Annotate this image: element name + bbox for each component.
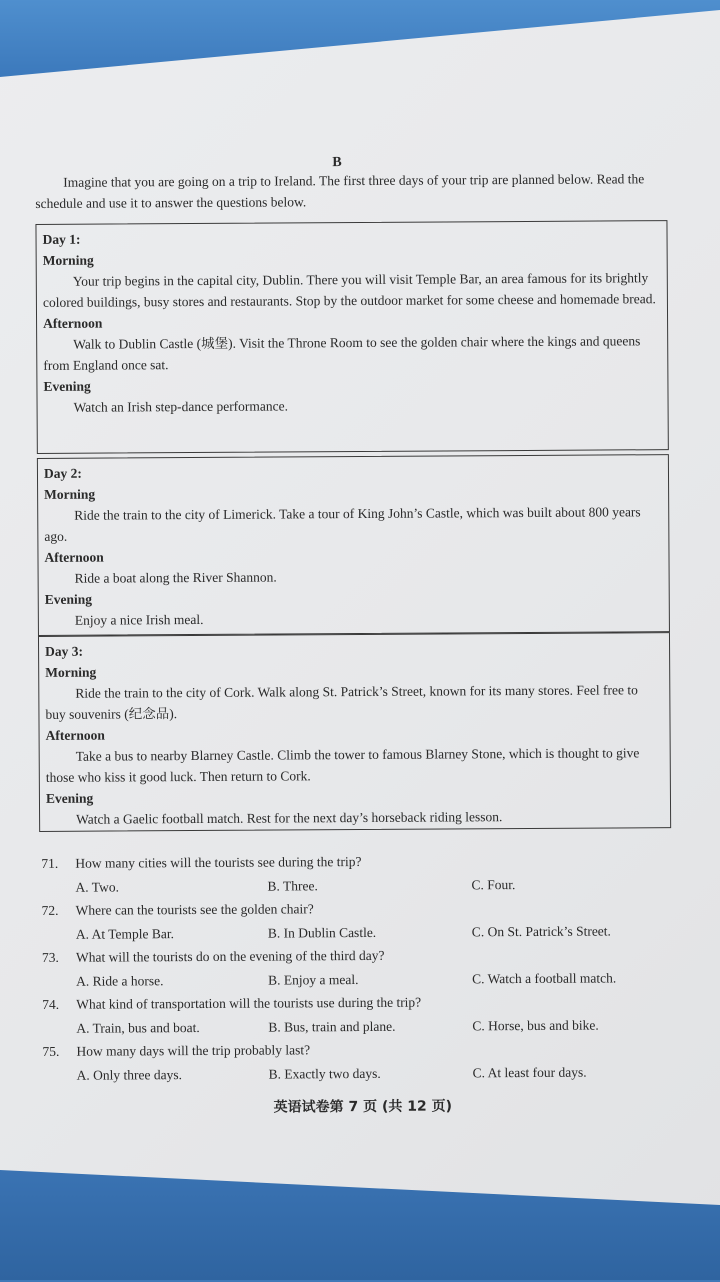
question-number: 75.: [42, 1043, 60, 1059]
question-75: [42, 1036, 682, 1087]
option-c: C. At least four days.: [472, 1064, 587, 1080]
day-title: Day 3:: [45, 643, 83, 659]
question-number: 72.: [41, 902, 59, 918]
day-title: Day 1:: [42, 231, 81, 247]
option-a: A. Two.: [75, 878, 119, 895]
period-label-afternoon: Afternoon: [44, 549, 104, 565]
evening-activity: Watch an Irish step-dance performance.: [73, 398, 289, 415]
option-b: B. Enjoy a meal.: [268, 971, 359, 988]
page-footer: 英语试卷第 7 页 (共 12 页): [273, 1098, 453, 1116]
question-74: [42, 989, 682, 1040]
question-text: How many cities will the tourists see during the trip?: [75, 853, 362, 871]
option-b: B. Bus, train and plane.: [268, 1018, 396, 1035]
period-label-afternoon: Afternoon: [45, 727, 105, 743]
option-a: A. Train, bus and boat.: [76, 1019, 200, 1036]
option-a: A. At Temple Bar.: [75, 925, 175, 942]
period-label-evening: Evening: [44, 591, 93, 607]
afternoon-activity: Ride a boat along the River Shannon.: [74, 569, 277, 586]
morning-activity: Ride the train to the city of Cork. Walk along St. Patrick’s Street, known for its many stores. Feel free to buy souvenirs (纪念品).: [45, 682, 638, 722]
option-b: B. In Dublin Castle.: [267, 924, 377, 941]
question-text: What kind of transportation will the tourists use during the trip?: [76, 994, 422, 1012]
option-b: B. Three.: [267, 877, 318, 894]
question-71: [41, 848, 681, 899]
question-text: What will the tourists do on the evening of the third day?: [75, 947, 385, 965]
option-a: A. Ride a horse.: [76, 972, 164, 989]
option-c: C. Horse, bus and bike.: [472, 1017, 599, 1033]
period-label-evening: Evening: [43, 378, 91, 394]
afternoon-activity: Take a bus to nearby Blarney Castle. Climb the tower to famous Blarney Stone, which is thought to give those who kiss it good luck. Then return to Cork.: [45, 745, 640, 785]
question-number: 73.: [41, 949, 59, 965]
option-c: C. Four.: [471, 876, 516, 892]
morning-activity: Ride the train to the city of Limerick. Take a tour of King John’s Castle, which was built about 800 years ago.: [44, 504, 641, 544]
day-2-schedule-box: [37, 454, 670, 636]
question-text: Where can the tourists see the golden chair?: [75, 901, 314, 918]
question-text: How many days will the trip probably last?: [76, 1042, 311, 1059]
intro-paragraph: Imagine that you are going on a trip to Ireland. The first three days of your trip are planned below. Read the schedule and use it to answer the questions below.: [35, 171, 645, 211]
question-number: 74.: [42, 996, 60, 1012]
option-b: B. Exactly two days.: [268, 1065, 381, 1082]
day-title: Day 2:: [43, 465, 82, 481]
day-1-schedule-box: [35, 220, 668, 454]
evening-activity: Watch a Gaelic football match. Rest for the next day’s horseback riding lesson.: [76, 809, 503, 827]
day-3-schedule-box: [38, 632, 671, 832]
question-73: [42, 942, 682, 993]
question-number: 71.: [41, 855, 59, 871]
period-label-morning: Morning: [45, 664, 97, 680]
evening-activity: Enjoy a nice Irish meal.: [74, 611, 204, 628]
period-label-afternoon: Afternoon: [43, 315, 103, 331]
period-label-morning: Morning: [44, 486, 96, 502]
section-letter: B: [332, 155, 342, 171]
afternoon-activity: Walk to Dublin Castle (城堡). Visit the Throne Room to see the golden chair where the kings and queens from England once sat.: [43, 333, 641, 373]
morning-activity: Your trip begins in the capital city, Dublin. There you will visit Temple Bar, an area famous for its brightly colored buildings, busy stores and restaurants. Stop by the outdoor market for some cheese and homemade bread.: [42, 270, 656, 310]
option-a: A. Only three days.: [76, 1066, 183, 1083]
option-c: C. On St. Patrick’s Street.: [471, 922, 611, 939]
question-list: [41, 848, 682, 1087]
option-c: C. Watch a football match.: [472, 969, 617, 986]
period-label-morning: Morning: [42, 252, 94, 268]
question-72: [42, 895, 682, 946]
period-label-evening: Evening: [45, 790, 94, 806]
